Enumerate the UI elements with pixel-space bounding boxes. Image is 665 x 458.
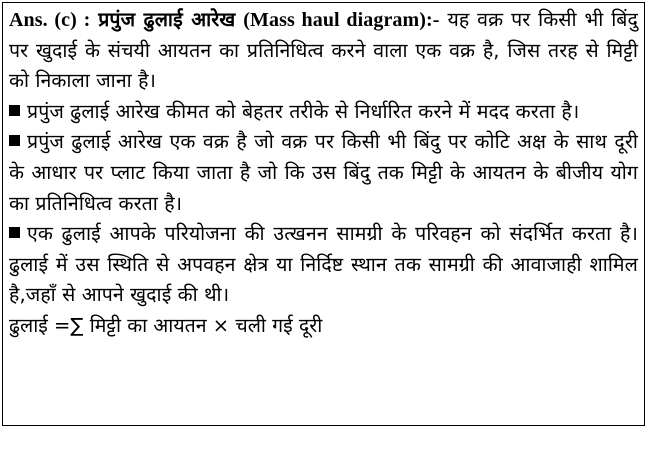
haulage-formula: ढुलाई =∑ मिट्टी का आयतन × चली गई दूरी	[9, 313, 323, 337]
term-english: (Mass haul diagram):-	[243, 9, 440, 31]
answer-box	[2, 2, 645, 426]
point-text: प्रपुंज ढुलाई आरेख कीमत को बेहतर तरीके से निर्धारित करने में मदद करता है।	[27, 99, 580, 123]
square-bullet-icon	[9, 105, 20, 116]
point-2	[9, 127, 638, 219]
answer-intro	[9, 5, 638, 97]
definition-text: यह वक्र पर किसी भी बिंदु पर खुदाई के संचयी आयतन का प्रतिनिधित्व करने वाला एक वक्र है, जिस तरह से मिट्टी को निकाला जाना है।	[9, 8, 638, 93]
point-text: एक ढुलाई आपके परियोजना की उत्खनन सामग्री के परिवहन को संदर्भित करता है। ढुलाई में उस स्थिति से अपवहन क्षेत्र या निर्दिष्ट स्थान तक सामग्री की आवाजाही शामिल है,जहाँ से आपने खुदाई की थी।	[9, 222, 638, 307]
point-text: प्रपुंज ढुलाई आरेख एक वक्र है जो वक्र पर किसी भी बिंदु पर कोटि अक्ष के साथ दूरी के आधार पर प्लाट किया जाता है जो कि उस बिंदु तक मिट्टी के आयतन के बीजीय योग का प्रतिनिधित्व करता है।	[9, 130, 638, 215]
square-bullet-icon	[9, 227, 20, 238]
point-1	[9, 97, 638, 128]
answer-label: Ans. (c) :	[9, 9, 91, 31]
term-hindi: प्रपुंज ढुलाई आरेख	[98, 8, 236, 31]
point-3	[9, 219, 638, 311]
square-bullet-icon	[9, 135, 20, 146]
